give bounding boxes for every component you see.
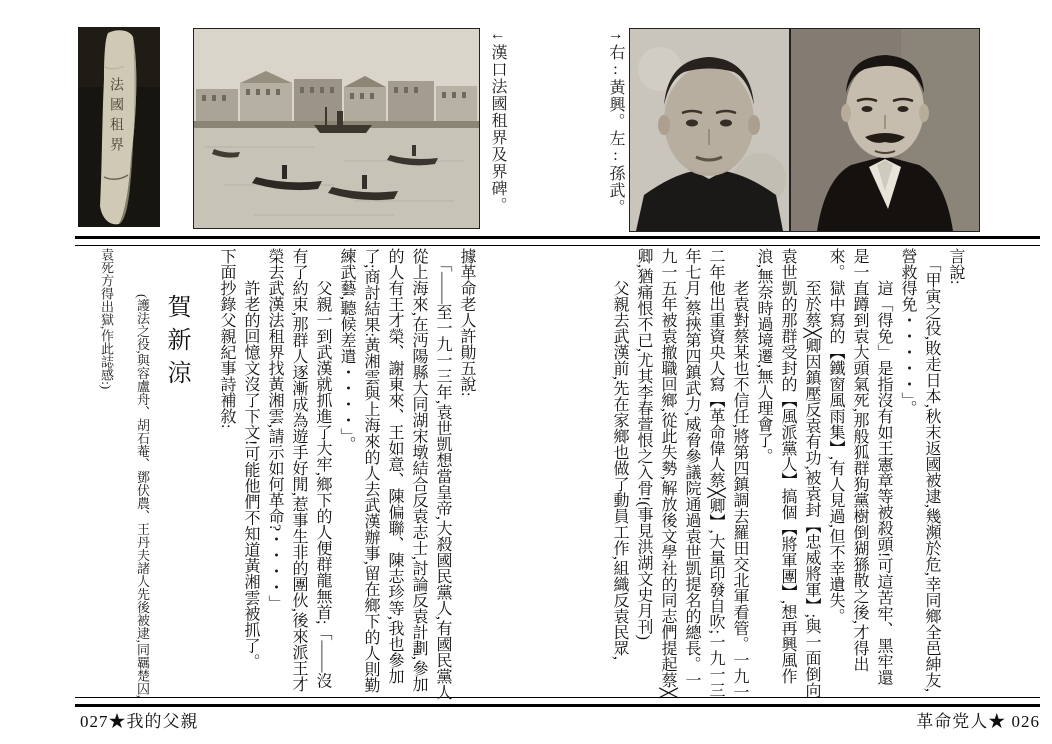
top-double-rule xyxy=(75,236,1040,246)
sun-wu-portrait-image xyxy=(630,29,789,231)
right-page-footer: 革命党人★ 026 xyxy=(916,712,1040,731)
left-page-footer: 027★我的父親 xyxy=(80,712,199,731)
paragraph: 言說: xyxy=(947,248,964,285)
paragraph: 「——至一九一三年,袁世凱想當皇帝,大殺國民黨人,有國民黨人從上海來,在沔陽縣大同湖宋墩結合反袁志士,討論反袁計劃,參加的人有王才榮、謝東來、王如意、陳偏聯、陳志珍等,我也參加了;商討結果:黃湘雲與上海來的人去武漢辦事,留在鄉下的人則勤練武藝,聽候差遣・・・・」。 xyxy=(338,248,451,700)
paragraph: 「甲寅之役,敗走日本,秋末返國被逮,幾瀕於危,幸同鄉全邑紳友,營救得免・・・・・」。 xyxy=(899,248,940,692)
paragraph: 至於蔡╳卿因鎮壓反袁有功,被袁封【忠威將軍】;與一面倒向袁世凱的那群受封的【風派黨人】搞個【將軍團】,想再興風作浪,無奈時過境遷,無人理會了。 xyxy=(755,248,820,699)
left-photo-caption: ←漢口法國租界及界碑。 xyxy=(489,26,506,214)
paragraph: 老袁對蔡某也不信任,將第四鎮調去羅田交北軍看管。一九一二年他出重資央人寫【革命偉人蔡╳卿】,大量印發自吹;一九一三年七月,蔡挾第四鎮武力,威脅參議院通過袁世凱提名的總長。一九一五年被袁撤職回鄉,從此失勢,解放後文學社的同志們提起蔡╳卿,猶痛恨不已,尤其李春萱恨之入骨!(事見洪湖文史月刊) xyxy=(635,248,748,700)
paragraph: 據革命老人許勛五說: xyxy=(458,248,475,397)
right-photo-caption: →右:黃興。左:孫武。 xyxy=(607,26,624,216)
paragraph: 這「得免」是指沒有如王憲章等被殺頭!可這苦牢、黑牢還是一直蹲到袁大頭氣死,那般狐群狗黨樹倒猢猻散之後,才得出來。獄中寫的【鐵窗風雨集】,有人見過,但不幸遺失。 xyxy=(827,248,892,686)
poem-note: (護法之役,與容盧舟、胡石菴、鄧伏農、王丹夫諸人先後被逮,同羈楚囚,袁死方得出獄,作此誌感:) xyxy=(99,248,150,699)
photo-sun-wu xyxy=(629,28,790,232)
photo-hankou-harbor xyxy=(193,28,480,229)
huang-xing-portrait-image xyxy=(791,29,979,231)
paragraph: 父親一到武漢就抓進了大牢,鄉下的人便群龍無首;「——沒有了約束,那群人逐漸成為遊手好閒,惹事生非的團伙,後來派王才榮去武漢法租界找黃湘雲,請示如何革命?・・・・」 xyxy=(266,248,331,692)
right-page-text xyxy=(545,248,967,700)
left-page-text xyxy=(70,248,478,700)
paragraph: 父親去武漢前,先在家鄉也做了動員工作,組織反袁民眾, xyxy=(611,248,628,660)
boundary-stone-inscription: 法國租界 xyxy=(108,77,123,157)
poem-title: 賀新涼 xyxy=(163,294,189,393)
paragraph: 下面抄錄父親紀事詩補敘: xyxy=(218,248,235,429)
photo-boundary-stone xyxy=(78,27,160,227)
paragraph: 許老的回憶文沒了下文!可能他們不知道黃湘雲被抓了。 xyxy=(242,248,259,670)
photo-huang-xing xyxy=(790,28,980,232)
harbor-image xyxy=(194,29,479,228)
